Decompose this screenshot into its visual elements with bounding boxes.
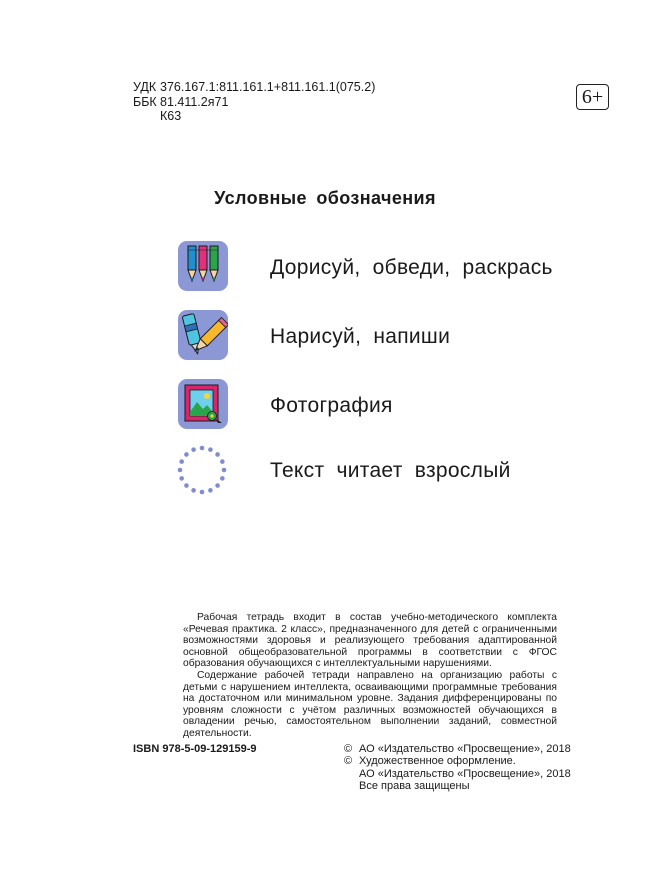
dot [220, 476, 225, 481]
dot [191, 488, 196, 493]
dot [178, 468, 183, 473]
copyright-row-1 [344, 743, 571, 755]
library-codes [133, 80, 375, 124]
copyright-row-2 [344, 755, 571, 767]
copyright-line-3: АО «Издательство «Просвещение», 2018 [359, 767, 571, 780]
dot [184, 452, 189, 457]
copyright-row-4 [344, 780, 571, 792]
copyright-line-4: Все права защищены [359, 780, 470, 793]
dot [200, 490, 205, 495]
pencils-icon [178, 241, 228, 291]
legend-item-draw-label: Дорисуй, обведи, раскрась [270, 256, 553, 279]
pen-pencil-icon [178, 310, 228, 360]
dot [215, 483, 220, 488]
bbk-label: ББК [133, 94, 157, 109]
copyright-symbol: © [344, 743, 353, 755]
annotation-paragraph-1: Рабочая тетрадь входит в состав учебно-методического комплекта «Речевая практика. 2 класс», предназначенного для детей с ограниченными возможностями здоровья и реализующего требования адаптированной основной общеобразовательной программы в соответствии с ФГОС образования обучающихся с интеллектуальными нарушениями. [183, 612, 557, 670]
dot [208, 447, 213, 452]
dot [179, 459, 184, 464]
bbk-value: 81.411.2я71 [160, 94, 229, 109]
dot [191, 447, 196, 452]
annotation-paragraph-2: Содержание рабочей тетради направлено на организацию работы с детьми с нарушением интеллекта, осваивающими программные требования на достаточном или минимальном уровне. Задания дифференцированы по уровням сложности с учётом различных возможностей обучающихся в овладении речью, самостоятельном выполнении заданий, совместной деятельности. [183, 669, 557, 739]
dot [215, 452, 220, 457]
copyright-symbol: © [344, 755, 353, 768]
copyright-line-1: АО «Издательство «Просвещение», 2018 [359, 743, 571, 755]
udk-label: УДК [133, 80, 157, 94]
dot [220, 459, 225, 464]
copyright-line-2: Художественное оформление. [359, 755, 516, 768]
dot [208, 488, 213, 493]
udk-row [133, 80, 375, 95]
legend-title: Условные обозначения [214, 188, 436, 208]
bbk-row [133, 95, 375, 110]
dotted-circle-icon [176, 444, 228, 496]
author-mark: К63 [160, 109, 182, 123]
dot [179, 476, 184, 481]
photo-frame-icon [178, 379, 228, 429]
author-mark-row [133, 109, 375, 124]
legend-item-adult-reads-label: Текст читает взрослый [270, 459, 511, 482]
legend-item-photo-label: Фотография [270, 394, 393, 417]
copyright-block [344, 743, 571, 793]
dot [184, 483, 189, 488]
age-rating-badge: 6+ [576, 84, 609, 110]
isbn: ISBN 978-5-09-129159-9 [133, 743, 257, 755]
annotation-text [183, 612, 557, 740]
dot [222, 468, 227, 473]
legend-item-write-label: Нарисуй, напиши [270, 325, 451, 348]
copyright-row-3 [344, 768, 571, 780]
dot [200, 446, 205, 451]
udk-value: 376.167.1:811.161.1+811.161.1(075.2) [160, 80, 376, 94]
